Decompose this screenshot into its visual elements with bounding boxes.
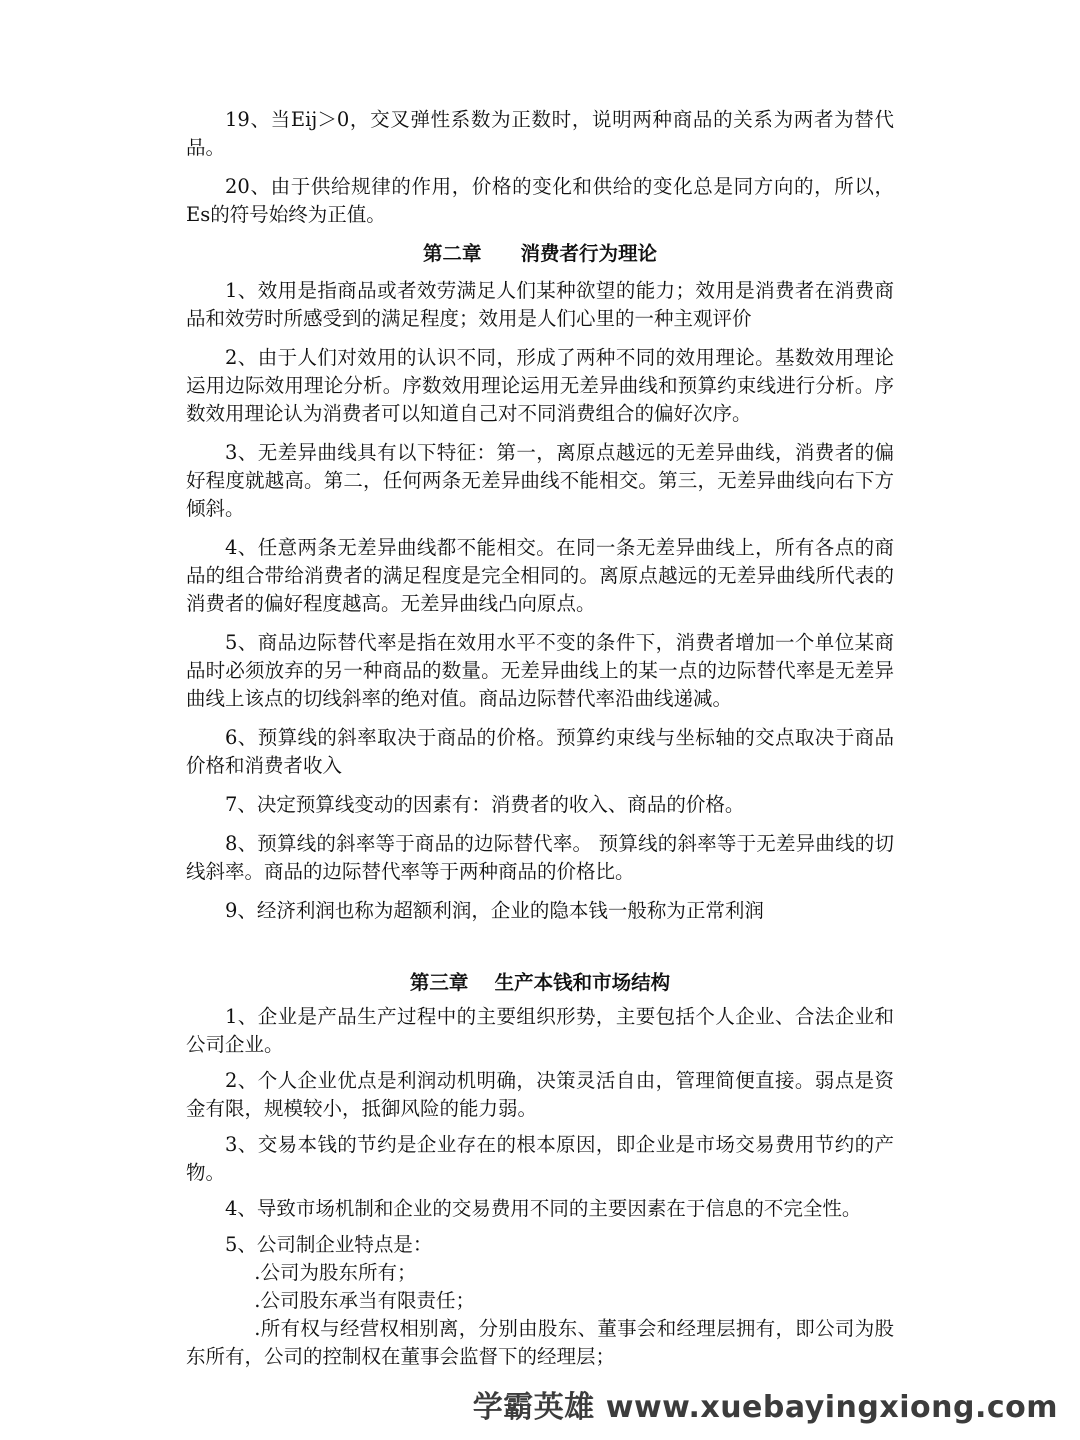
ch3-paragraph-4: 4、导致市场机制和企业的交易费用不同的主要因素在于信息的不完全性。 [225, 1197, 862, 1220]
ch3-paragraph-3: 3、交易本钱的节约是企业存在的根本原因，即企业是市场交易费用节约的产物。 [186, 1133, 894, 1184]
paragraph-19: 19、当Eij＞0，交叉弹性系数为正数时，说明两种商品的关系为两者为替代品。 [186, 108, 894, 159]
paragraph-20: 20、由于供给规律的作用，价格的变化和供给的变化总是同方向的，所以，Es的符号始终为正值。 [186, 175, 894, 226]
ch3-list-item: .公司为股东所有； [254, 1261, 417, 1284]
ch3-list-item: .公司股东承当有限责任； [254, 1289, 475, 1312]
ch2-paragraph-1: 1、效用是指商品或者效劳满足人们某种欲望的能力；效用是消费者在消费商品和效劳时所感受到的满足程度；效用是人们心里的一种主观评价 [186, 279, 894, 330]
ch2-paragraph-7: 7、决定预算线变动的因素有：消费者的收入、商品的价格。 [225, 793, 745, 816]
ch2-paragraph-9: 9、经济利润也称为超额利润，企业的隐本钱一般称为正常利润 [225, 899, 764, 922]
ch2-paragraph-8: 8、预算线的斜率等于商品的边际替代率。 预算线的斜率等于无差异曲线的切线斜率。商品的边际替代率等于两种商品的价格比。 [186, 832, 894, 883]
chapter-3-heading: 第三章 生产本钱和市场结构 [409, 971, 671, 994]
ch3-paragraph-5-intro: 5、公司制企业特点是： [225, 1233, 433, 1256]
ch3-paragraph-1: 1、企业是产品生产过程中的主要组织形势，主要包括个人企业、合法企业和公司企业。 [186, 1005, 894, 1056]
ch3-paragraph-2: 2、个人企业优点是利润动机明确，决策灵活自由，管理简便直接。弱点是资金有限，规模较小，抵御风险的能力弱。 [186, 1069, 894, 1120]
chapter-2-heading: 第二章 消费者行为理论 [422, 242, 657, 265]
ch2-paragraph-4: 4、任意两条无差异曲线都不能相交。在同一条无差异曲线上，所有各点的商品的组合带给消费者的满足程度是完全相同的。离原点越远的无差异曲线所代表的消费者的偏好程度越高。无差异曲线凸向原点。 [186, 536, 894, 615]
ch2-paragraph-3: 3、无差异曲线具有以下特征：第一，离原点越远的无差异曲线，消费者的偏好程度就越高。第二，任何两条无差异曲线不能相交。第三，无差异曲线向右下方倾斜。 [186, 441, 894, 520]
ch2-paragraph-5: 5、商品边际替代率是指在效用水平不变的条件下，消费者增加一个单位某商品时必须放弃的另一种商品的数量。无差异曲线上的某一点的边际替代率是无差异曲线上该点的切线斜率的绝对值。商品边际替代率沿曲线递减。 [186, 631, 894, 710]
ch3-list-item: .所有权与经营权相别离，分别由股东、董事会和经理层拥有，即公司为股东所有，公司的控制权在董事会监督下的经理层； [186, 1317, 894, 1368]
ch2-paragraph-2: 2、由于人们对效用的认识不同，形成了两种不同的效用理论。基数效用理论运用边际效用理论分析。序数效用理论运用无差异曲线和预算约束线进行分析。序数效用理论认为消费者可以知道自己对不同消费组合的偏好次序。 [186, 346, 894, 425]
document-page [186, 106, 894, 1371]
site-watermark: 学霸英雄 www.xuebayingxiong.com [472, 1390, 1058, 1425]
ch2-paragraph-6: 6、预算线的斜率取决于商品的价格。预算约束线与坐标轴的交点取决于商品价格和消费者收入 [186, 726, 894, 777]
